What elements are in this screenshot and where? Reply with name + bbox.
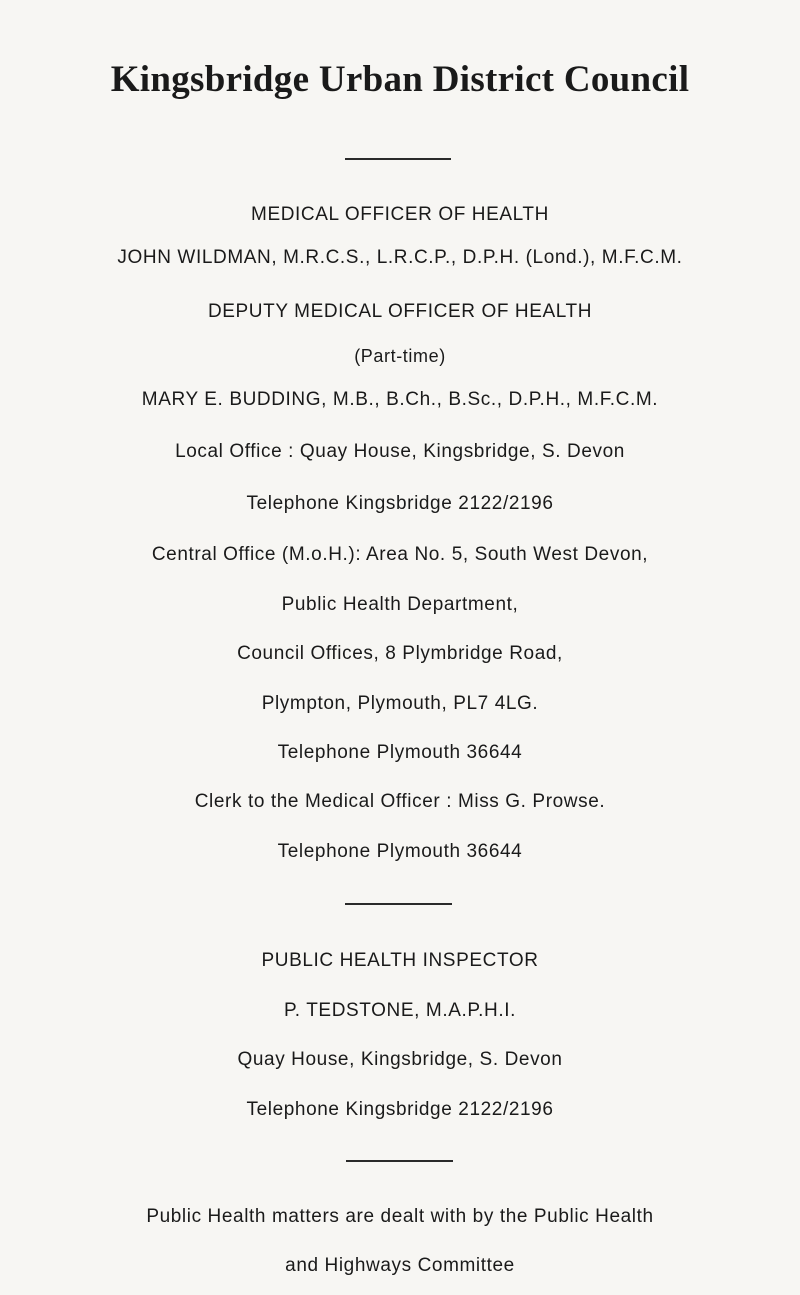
- deputy-name: MARY E. BUDDING, M.B., B.Ch., B.Sc., D.P.H., M.F.C.M.: [141, 389, 659, 410]
- inspector-name: P. TEDSTONE, M.A.P.H.I.: [283, 1000, 517, 1021]
- central-office-line1: Central Office (M.o.H.): Area No. 5, South West Devon,: [151, 544, 649, 565]
- inspector-address: Quay House, Kingsbridge, S. Devon: [237, 1049, 563, 1070]
- footer-line1: Public Health matters are dealt with by the Public Health: [146, 1206, 654, 1227]
- local-office-telephone: Telephone Kingsbridge 2122/2196: [246, 493, 554, 514]
- divider-middle: [345, 903, 452, 905]
- clerk-telephone: Telephone Plymouth 36644: [277, 841, 523, 862]
- moh-heading: MEDICAL OFFICER OF HEALTH: [251, 204, 549, 225]
- footer-line2: and Highways Committee: [285, 1255, 515, 1276]
- divider-bottom: [346, 1160, 453, 1162]
- page-title: Kingsbridge Urban District Council: [110, 59, 690, 100]
- deputy-note: (Part-time): [354, 346, 446, 366]
- inspector-telephone: Telephone Kingsbridge 2122/2196: [246, 1099, 554, 1120]
- divider-top: [345, 158, 451, 160]
- central-office-line3: Council Offices, 8 Plymbridge Road,: [237, 643, 563, 664]
- clerk-line: Clerk to the Medical Officer : Miss G. Prowse.: [194, 791, 606, 812]
- local-office-address: Local Office : Quay House, Kingsbridge, S. Devon: [175, 441, 625, 462]
- moh-name: JOHN WILDMAN, M.R.C.S., L.R.C.P., D.P.H. (Lond.), M.F.C.M.: [117, 247, 683, 268]
- central-office-line4: Plympton, Plymouth, PL7 4LG.: [261, 693, 539, 714]
- inspector-heading: PUBLIC HEALTH INSPECTOR: [261, 950, 539, 971]
- deputy-heading: DEPUTY MEDICAL OFFICER OF HEALTH: [207, 301, 593, 322]
- central-office-line2: Public Health Department,: [281, 594, 519, 615]
- central-office-telephone: Telephone Plymouth 36644: [277, 742, 523, 763]
